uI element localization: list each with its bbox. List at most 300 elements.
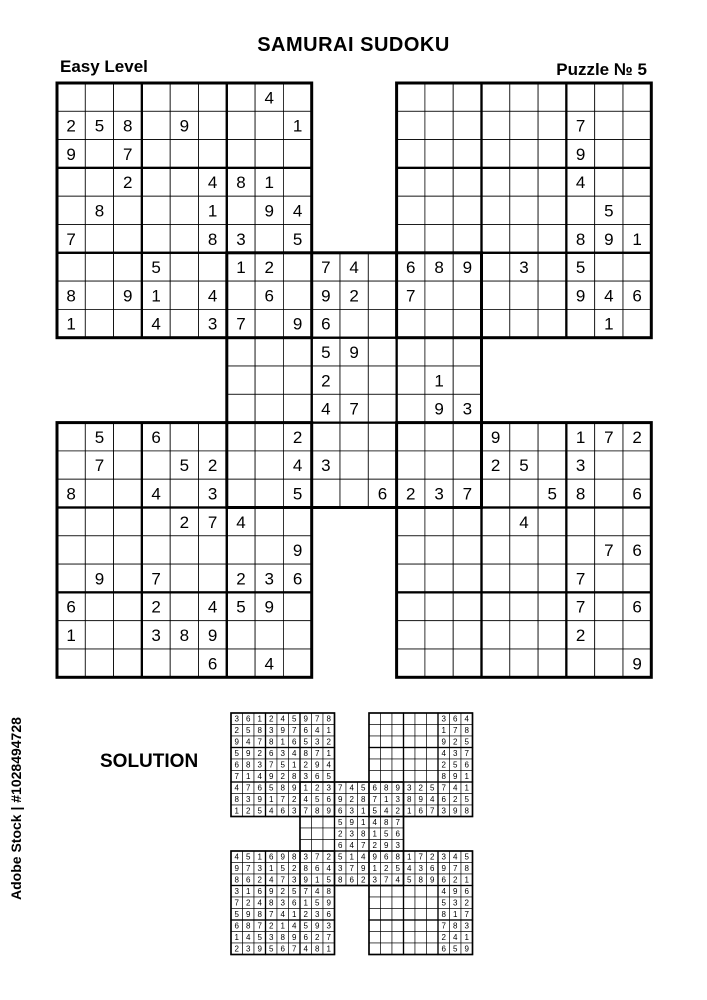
solution-digit: 6 — [280, 806, 285, 816]
solution-digit: 3 — [395, 795, 400, 805]
puzzle-digit: 5 — [292, 229, 303, 249]
solution-digit: 4 — [407, 864, 412, 874]
puzzle-digit: 3 — [151, 625, 161, 645]
solution-digit: 9 — [464, 944, 469, 954]
solution-cell — [415, 771, 427, 783]
puzzle-digit: 9 — [321, 286, 331, 306]
solution-digit: 2 — [430, 852, 435, 862]
solution-digit: 1 — [407, 806, 412, 816]
solution-digit: 8 — [326, 714, 331, 724]
solution-digit: 8 — [315, 944, 320, 954]
puzzle-digit: 3 — [321, 456, 331, 476]
solution-cell — [369, 943, 381, 955]
solution-digit: 6 — [303, 726, 308, 736]
solution-digit: 9 — [280, 726, 285, 736]
solution-digit: 2 — [234, 944, 239, 954]
puzzle-digit: 3 — [264, 569, 274, 589]
puzzle-digit: 4 — [292, 201, 303, 221]
solution-digit: 9 — [315, 760, 320, 770]
solution-cell — [427, 713, 439, 725]
solution-digit: 2 — [338, 829, 343, 839]
solution-digit: 4 — [464, 714, 469, 724]
solution-cell — [415, 748, 427, 760]
puzzle-digit: 7 — [575, 569, 586, 589]
solution-digit: 6 — [441, 795, 446, 805]
solution-cell — [415, 909, 427, 921]
solution-digit: 5 — [269, 783, 274, 793]
solution-cell — [427, 943, 439, 955]
solution-cell — [404, 771, 416, 783]
solution-digit: 2 — [441, 760, 446, 770]
solution-cell — [404, 897, 416, 909]
solution-digit: 7 — [257, 921, 262, 931]
puzzle-digit: 5 — [604, 201, 614, 221]
solution-digit: 9 — [246, 910, 251, 920]
solution-digit: 8 — [292, 772, 297, 782]
solution-digit: 9 — [453, 806, 458, 816]
puzzle-digit: 2 — [575, 625, 586, 645]
solution-cell — [427, 920, 439, 932]
puzzle-digit: 2 — [349, 286, 359, 306]
solution-digit: 3 — [315, 737, 320, 747]
puzzle-digit: 1 — [604, 314, 614, 334]
solution-cell — [415, 713, 427, 725]
solution-digit: 7 — [441, 921, 446, 931]
puzzle-digit: 8 — [434, 258, 444, 278]
puzzle-digit: 5 — [321, 342, 331, 362]
solution-digit: 4 — [453, 933, 458, 943]
puzzle-digit: 9 — [123, 286, 133, 306]
solution-digit: 5 — [441, 898, 446, 908]
solution-digit: 3 — [292, 875, 297, 885]
puzzle-number-label: Puzzle № 5 — [556, 60, 647, 79]
solution-digit: 9 — [292, 933, 297, 943]
puzzle-digit: 3 — [236, 229, 246, 249]
solution-cell — [312, 840, 324, 852]
solution-digit: 3 — [349, 829, 354, 839]
solution-digit: 7 — [246, 783, 251, 793]
solution-digit: 1 — [464, 933, 469, 943]
solution-cell — [323, 828, 335, 840]
solution-digit: 2 — [395, 806, 400, 816]
solution-digit: 1 — [326, 749, 331, 759]
puzzle-digit: 4 — [264, 88, 274, 108]
solution-cell — [369, 932, 381, 944]
solution-digit: 7 — [349, 864, 354, 874]
solution-cell — [415, 897, 427, 909]
puzzle-digit: 3 — [519, 258, 529, 278]
solution-digit: 8 — [453, 921, 458, 931]
solution-digit: 5 — [430, 783, 435, 793]
puzzle-digit: 5 — [547, 484, 557, 504]
solution-digit: 4 — [326, 864, 331, 874]
solution-digit: 9 — [418, 795, 423, 805]
solution-digit: 9 — [372, 852, 377, 862]
solution-cell — [312, 828, 324, 840]
solution-digit: 9 — [395, 783, 400, 793]
puzzle-digit: 8 — [207, 229, 218, 249]
puzzle-digit: 2 — [179, 512, 190, 532]
solution-digit: 4 — [280, 910, 285, 920]
solution-cell — [415, 725, 427, 737]
solution-digit: 3 — [280, 898, 285, 908]
solution-digit: 8 — [303, 864, 308, 874]
solution-cell — [427, 932, 439, 944]
solution-digit: 8 — [234, 795, 239, 805]
puzzle-digit: 7 — [462, 484, 473, 504]
solution-cell — [312, 817, 324, 829]
puzzle-digit: 8 — [179, 625, 190, 645]
puzzle-digit: 7 — [123, 144, 133, 164]
solution-cell — [381, 725, 393, 737]
difficulty-label: Easy Level — [60, 57, 148, 76]
solution-digit: 1 — [303, 898, 308, 908]
solution-digit: 4 — [384, 806, 389, 816]
puzzle-digit: 9 — [94, 569, 105, 589]
solution-digit: 1 — [464, 875, 469, 885]
solution-cell — [427, 771, 439, 783]
solution-digit: 2 — [315, 783, 320, 793]
solution-digit: 1 — [464, 783, 469, 793]
solution-digit: 9 — [269, 887, 274, 897]
puzzle-digit: 4 — [207, 597, 218, 617]
solution-digit: 5 — [234, 910, 239, 920]
solution-digit: 7 — [338, 783, 343, 793]
solution-digit: 5 — [453, 760, 458, 770]
puzzle-digit: 6 — [632, 286, 642, 306]
puzzle-digit: 9 — [66, 144, 76, 164]
puzzle-digit: 2 — [490, 456, 501, 476]
solution-digit: 6 — [338, 806, 343, 816]
solution-cell — [369, 748, 381, 760]
solution-digit: 1 — [361, 806, 366, 816]
solution-cell — [300, 840, 312, 852]
solution-digit: 5 — [326, 772, 331, 782]
solution-digit: 1 — [280, 737, 285, 747]
solution-digit: 1 — [269, 795, 274, 805]
solution-digit: 3 — [303, 852, 308, 862]
solution-cell — [404, 759, 416, 771]
solution-cell — [381, 932, 393, 944]
puzzle-digit: 8 — [236, 173, 246, 193]
puzzle-digit: 9 — [632, 654, 642, 674]
solution-digit: 4 — [280, 714, 285, 724]
solution-cell — [404, 748, 416, 760]
puzzle-digit: 4 — [236, 512, 246, 532]
puzzle-digit: 7 — [406, 286, 416, 306]
solution-digit: 1 — [372, 829, 377, 839]
puzzle-digit: 1 — [207, 201, 218, 221]
solution-digit: 1 — [326, 726, 331, 736]
solution-digit: 6 — [464, 887, 469, 897]
solution-digit: 1 — [326, 944, 331, 954]
solution-digit: 9 — [269, 772, 274, 782]
solution-digit: 2 — [292, 795, 297, 805]
puzzle-digit: 1 — [66, 625, 76, 645]
solution-digit: 4 — [315, 887, 320, 897]
puzzle-digit: 9 — [434, 399, 444, 419]
solution-digit: 4 — [453, 783, 458, 793]
solution-digit: 3 — [441, 806, 446, 816]
puzzle-digit: 6 — [66, 597, 76, 617]
solution-digit: 2 — [453, 737, 458, 747]
puzzle-digit: 7 — [321, 258, 331, 278]
puzzle-digit: 6 — [632, 484, 642, 504]
puzzle-digit: 7 — [236, 314, 246, 334]
solution-digit: 8 — [361, 795, 366, 805]
solution-digit: 3 — [234, 714, 239, 724]
solution-digit: 7 — [246, 864, 251, 874]
puzzle-digit: 7 — [151, 569, 161, 589]
solution-cell — [427, 748, 439, 760]
solution-digit: 9 — [441, 737, 446, 747]
solution-digit: 6 — [269, 852, 274, 862]
solution-digit: 2 — [292, 864, 297, 874]
solution-digit: 5 — [280, 864, 285, 874]
solution-digit: 6 — [430, 864, 435, 874]
solution-digit: 1 — [453, 910, 458, 920]
solution-cell — [415, 736, 427, 748]
solution-digit: 1 — [372, 864, 377, 874]
solution-digit: 9 — [303, 875, 308, 885]
puzzle-digit: 9 — [264, 597, 274, 617]
puzzle-digit: 6 — [264, 286, 274, 306]
puzzle-digit: 7 — [604, 541, 614, 561]
puzzle-digit: 8 — [575, 229, 586, 249]
solution-cell — [427, 909, 439, 921]
solution-digit: 5 — [292, 714, 297, 724]
solution-digit: 1 — [361, 818, 366, 828]
solution-digit: 1 — [234, 933, 239, 943]
solution-digit: 8 — [292, 852, 297, 862]
solution-digit: 3 — [418, 864, 423, 874]
puzzle-digit: 4 — [575, 173, 586, 193]
solution-digit: 9 — [292, 783, 297, 793]
solution-digit: 8 — [395, 852, 400, 862]
solution-cell — [404, 886, 416, 898]
solution-digit: 2 — [303, 760, 308, 770]
solution-digit: 1 — [234, 806, 239, 816]
solution-digit: 4 — [257, 772, 262, 782]
solution-digit: 7 — [269, 910, 274, 920]
solution-digit: 5 — [395, 864, 400, 874]
puzzle-digit: 9 — [292, 314, 303, 334]
solution-digit: 5 — [246, 852, 251, 862]
puzzle-digit: 7 — [349, 399, 359, 419]
solution-digit: 5 — [269, 944, 274, 954]
puzzle-digit: 8 — [575, 484, 586, 504]
solution-digit: 4 — [372, 818, 377, 828]
puzzle-digit: 5 — [151, 258, 161, 278]
solution-digit: 3 — [315, 910, 320, 920]
solution-digit: 9 — [384, 841, 389, 851]
puzzle-digit: 6 — [377, 484, 388, 504]
solution-digit: 5 — [326, 875, 331, 885]
solution-digit: 3 — [269, 726, 274, 736]
solution-cell — [392, 920, 404, 932]
solution-cell — [415, 932, 427, 944]
solution-cell — [427, 736, 439, 748]
solution-cell — [404, 713, 416, 725]
puzzle-digit: 5 — [94, 116, 105, 136]
solution-digit: 5 — [407, 875, 412, 885]
solution-digit: 6 — [234, 760, 239, 770]
solution-digit: 4 — [246, 737, 251, 747]
solution-digit: 2 — [418, 783, 423, 793]
solution-digit: 3 — [453, 898, 458, 908]
solution-digit: 7 — [453, 726, 458, 736]
puzzle-digit: 1 — [575, 427, 586, 447]
solution-digit: 5 — [338, 852, 343, 862]
puzzle-digit: 2 — [292, 427, 303, 447]
solution-digit: 9 — [315, 921, 320, 931]
solution-digit: 7 — [372, 795, 377, 805]
solution-cell — [392, 725, 404, 737]
solution-digit: 4 — [246, 933, 251, 943]
solution-cell — [427, 897, 439, 909]
solution-digit: 4 — [349, 841, 354, 851]
solution-digit: 7 — [326, 933, 331, 943]
solution-digit: 4 — [303, 795, 308, 805]
solution-digit: 2 — [361, 875, 366, 885]
solution-digit: 5 — [246, 726, 251, 736]
solution-cell — [381, 897, 393, 909]
puzzle-digit: 5 — [519, 456, 529, 476]
solution-cell — [415, 920, 427, 932]
puzzle-digit: 5 — [292, 484, 303, 504]
solution-digit: 9 — [349, 818, 354, 828]
solution-digit: 6 — [246, 714, 251, 724]
solution-digit: 4 — [453, 852, 458, 862]
solution-digit: 7 — [361, 841, 366, 851]
solution-digit: 3 — [349, 806, 354, 816]
puzzle-digit: 5 — [179, 456, 190, 476]
solution-cell — [404, 909, 416, 921]
puzzle-digit: 7 — [575, 116, 586, 136]
solution-digit: 6 — [338, 841, 343, 851]
solution-digit: 8 — [246, 760, 251, 770]
solution-digit: 8 — [234, 875, 239, 885]
solution-digit: 7 — [280, 875, 285, 885]
solution-cell — [392, 759, 404, 771]
solution-digit: 9 — [338, 795, 343, 805]
puzzle-digit: 7 — [604, 427, 614, 447]
solution-digit: 4 — [292, 921, 297, 931]
solution-digit: 7 — [464, 910, 469, 920]
solution-cell — [427, 759, 439, 771]
solution-digit: 5 — [361, 783, 366, 793]
solution-digit: 4 — [303, 944, 308, 954]
solution-digit: 5 — [464, 737, 469, 747]
solution-digit: 5 — [464, 795, 469, 805]
solution-cell — [381, 736, 393, 748]
solution-digit: 3 — [407, 783, 412, 793]
solution-cell — [300, 817, 312, 829]
solution-digit: 8 — [361, 829, 366, 839]
solution-digit: 2 — [280, 772, 285, 782]
solution-digit: 1 — [292, 910, 297, 920]
solution-digit: 4 — [361, 852, 366, 862]
solution-digit: 6 — [372, 783, 377, 793]
puzzle-digit: 9 — [292, 541, 303, 561]
solution-digit: 2 — [315, 933, 320, 943]
solution-digit: 4 — [315, 726, 320, 736]
solution-digit: 2 — [280, 887, 285, 897]
solution-cell — [381, 920, 393, 932]
solution-digit: 7 — [269, 760, 274, 770]
solution-digit: 5 — [338, 818, 343, 828]
solution-cell — [415, 943, 427, 955]
puzzle-digit: 6 — [151, 427, 161, 447]
solution-cell — [369, 886, 381, 898]
solution-digit: 7 — [315, 749, 320, 759]
solution-digit: 5 — [292, 887, 297, 897]
solution-digit: 2 — [303, 910, 308, 920]
puzzle-digit: 1 — [292, 116, 303, 136]
solution-digit: 5 — [372, 806, 377, 816]
puzzle-digit: 2 — [123, 173, 133, 193]
solution-cell — [369, 713, 381, 725]
puzzle-digit: 3 — [462, 399, 473, 419]
solution-digit: 6 — [269, 749, 274, 759]
solution-digit: 6 — [441, 875, 446, 885]
solution-digit: 1 — [269, 864, 274, 874]
solution-digit: 3 — [338, 864, 343, 874]
solution-cell — [381, 748, 393, 760]
puzzle-title: SAMURAI SUDOKU — [257, 34, 450, 56]
puzzle-digit: 1 — [151, 286, 161, 306]
solution-digit: 7 — [441, 783, 446, 793]
puzzle-digit: 6 — [292, 569, 303, 589]
solution-cell — [392, 713, 404, 725]
solution-digit: 6 — [453, 714, 458, 724]
solution-digit: 9 — [326, 898, 331, 908]
solution-digit: 6 — [303, 933, 308, 943]
puzzle-digit: 6 — [406, 258, 416, 278]
solution-digit: 4 — [269, 806, 274, 816]
stock-credit: Adobe Stock | #1028494728 — [8, 717, 24, 900]
solution-digit: 8 — [338, 875, 343, 885]
solution-digit: 5 — [303, 921, 308, 931]
solution-cell — [381, 771, 393, 783]
solution-digit: 3 — [326, 783, 331, 793]
solution-digit: 4 — [395, 875, 400, 885]
solution-digit: 7 — [303, 887, 308, 897]
puzzle-digit: 8 — [123, 116, 133, 136]
solution-cell — [369, 725, 381, 737]
puzzle-digit: 2 — [406, 484, 416, 504]
solution-digit: 2 — [246, 806, 251, 816]
solution-digit: 6 — [257, 783, 262, 793]
solution-digit: 7 — [453, 864, 458, 874]
solution-digit: 2 — [257, 749, 262, 759]
solution-digit: 1 — [257, 714, 262, 724]
solution-digit: 1 — [315, 875, 320, 885]
solution-cell — [392, 897, 404, 909]
puzzle-digit: 4 — [207, 286, 218, 306]
solution-digit: 8 — [407, 795, 412, 805]
solution-digit: 9 — [280, 852, 285, 862]
solution-digit: 2 — [384, 864, 389, 874]
solution-digit: 6 — [315, 864, 320, 874]
solution-digit: 3 — [441, 714, 446, 724]
solution-digit: 8 — [280, 783, 285, 793]
solution-digit: 3 — [464, 921, 469, 931]
puzzle-digit: 2 — [66, 116, 76, 136]
solution-digit: 5 — [453, 944, 458, 954]
solution-digit: 1 — [349, 852, 354, 862]
solution-digit: 3 — [326, 921, 331, 931]
